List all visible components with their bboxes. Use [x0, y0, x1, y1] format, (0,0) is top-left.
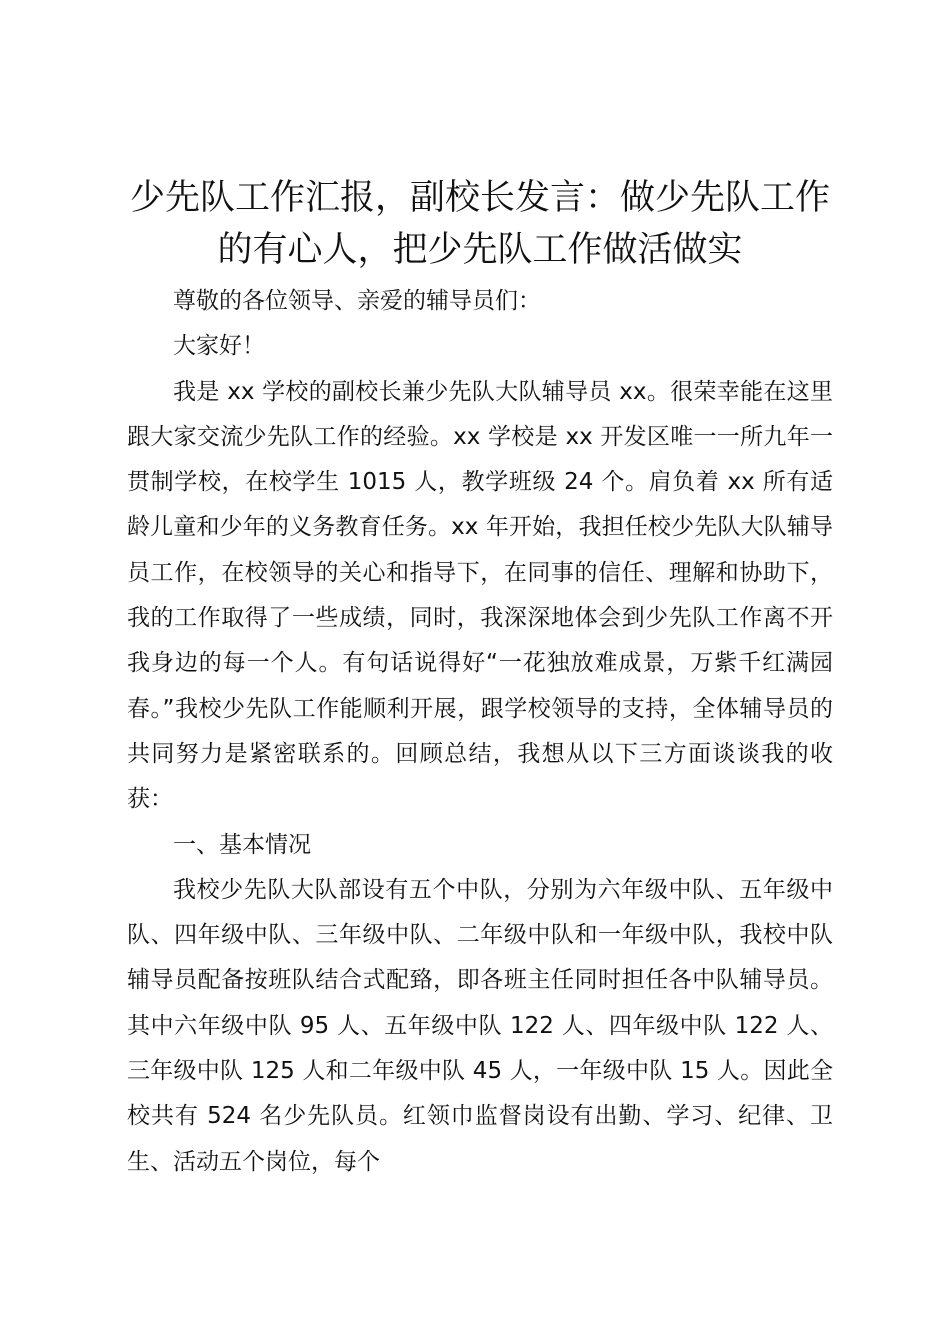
basic-info-paragraph: 我校少先队大队部设有五个中队，分别为六年级中队、五年级中队、四年级中队、三年级中队、二年级中队和一年级中队，我校中队辅导员配备按班队结合式配臵，即各班主任同时担任各中队辅导员。其中六年级中队 95 人、五年级中队 122 人、四年级中队 122 人、三年级中队 125 人和二年级中队 45 人，一年级中队 15 人。因此全校共有 524 名少先队员。红领巾监督岗设有出勤、学习、纪律、卫生、活动五个岗位，每个: [127, 876, 833, 1175]
document-body: [127, 279, 833, 1185]
intro-paragraph: 我是 xx 学校的副校长兼少先队大队辅导员 xx。很荣幸能在这里跟大家交流少先队工作的经验。xx 学校是 xx 开发区唯一一所九年一贯制学校，在校学生 1015 人，教学班级 24 个。肩负着 xx 所有适龄儿童和少年的义务教育任务。xx 年开始，我担任校少先队大队辅导员工作，在校领导的关心和指导下，在同事的信任、理解和协助下，我的工作取得了一些成绩，同时，我深深地体会到少先队工作离不开我身边的每一个人。有句话说得好“一花独放难成景，万紫千红满园春。”我校少先队工作能顺利开展，跟学校领导的支持，全体辅导员的共同努力是紧密联系的。回顾总结，我想从以下三方面谈谈我的收获：: [127, 378, 833, 813]
title-line-1: 少先队工作汇报，副校长发言：做少先队工作: [129, 178, 830, 218]
section-heading: 一、基本情况: [173, 831, 311, 858]
greeting-paragraph: 大家好！: [173, 333, 265, 360]
salutation-paragraph: 尊敬的各位领导、亲爱的辅导员们：: [173, 288, 541, 314]
title-line-2: 的有心人，把少先队工作做活做实: [217, 230, 743, 270]
document-title: [110, 172, 850, 276]
